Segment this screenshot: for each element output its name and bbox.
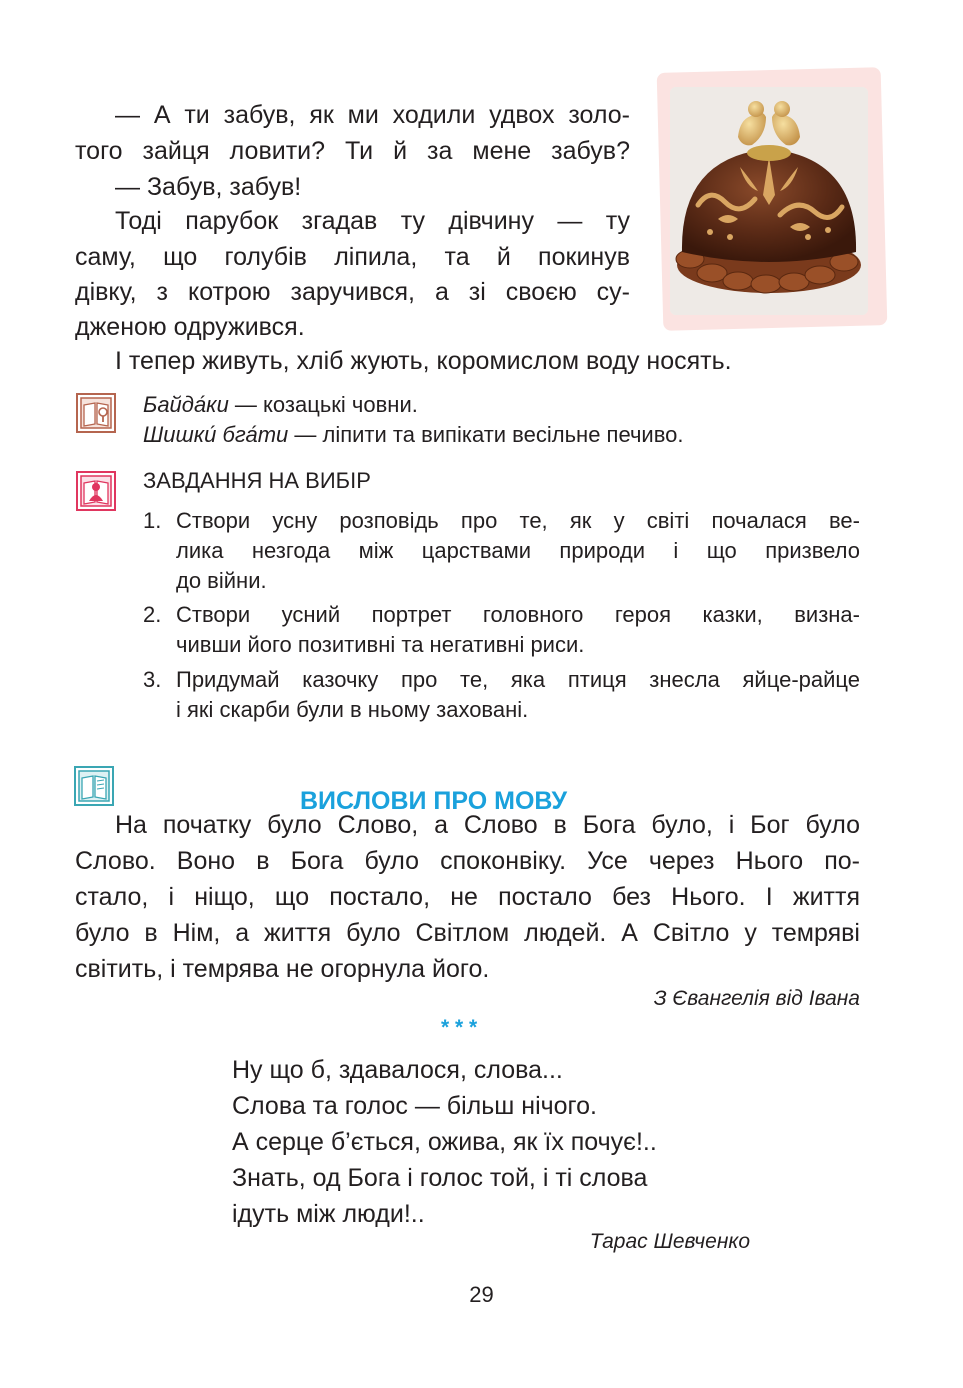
task-number: 2. xyxy=(143,602,162,627)
glossary-item xyxy=(143,390,418,420)
story-line: того зайця ловити? Ти й за мене забув? xyxy=(75,137,630,165)
saying-line: Слово. Воно в Бога було споконвіку. Усе через Нього по- xyxy=(75,847,860,875)
task-line: Створи усну розповідь про те, як у світі почалася ве- xyxy=(176,508,860,533)
story-line: І тепер живуть, хліб жують, коромислом воду носять. xyxy=(115,347,732,375)
story-line: — А ти забув, як ми ходили удвох золо- xyxy=(115,101,630,129)
book-magnifier-icon xyxy=(76,393,116,433)
task-line: Створи усний портрет головного героя казки, визна- xyxy=(176,602,860,627)
separator: * * * xyxy=(441,1016,478,1039)
korovai-photo xyxy=(670,87,868,315)
task-line: до війни. xyxy=(176,568,267,593)
story-line: дженою одружився. xyxy=(75,313,305,341)
saying-line: світить, і темрява не огорнула його. xyxy=(75,955,490,983)
poem-line: А серце б’ється, ожива, як їх почує!.. xyxy=(232,1128,657,1156)
task-text xyxy=(176,665,860,725)
open-book-icon xyxy=(74,766,114,806)
student-at-desk-icon xyxy=(76,471,116,511)
section-title: ВИСЛОВИ ПРО МОВУ xyxy=(300,787,568,815)
story-line: Тоді парубок згадав ту дівчину — ту xyxy=(115,207,630,235)
glossary-term: Байда́ки xyxy=(143,392,229,417)
tasks-heading: ЗАВДАННЯ НА ВИБІР xyxy=(143,468,371,493)
glossary-definition: — ліпити та випікати весільне печиво. xyxy=(288,422,684,447)
quote-source: З Євангелія від Івана xyxy=(653,987,860,1010)
saying-line: стало, і ніщо, що постало, не постало без Нього. І життя xyxy=(75,883,860,911)
story-line: саму, що голубів ліпила, та й покинув xyxy=(75,243,630,271)
poem-line: Знать, од Бога і голос той, і ті слова xyxy=(232,1164,648,1192)
saying-line: На початку було Слово, а Слово в Бога було, і Бог було xyxy=(115,811,860,839)
task-text xyxy=(176,600,860,660)
poem xyxy=(232,1052,657,1232)
poem-line: ідуть між люди!.. xyxy=(232,1200,425,1228)
task-line: лика незгода між царствами природи і що призвело xyxy=(176,538,860,563)
story-line: дівку, з котрою заручився, а зі своєю су- xyxy=(75,278,630,306)
task-line: і які скарби були в ньому заховані. xyxy=(176,697,529,722)
poem-author: Тарас Шевченко xyxy=(589,1230,750,1253)
page-number: 29 xyxy=(469,1282,494,1307)
task-number: 3. xyxy=(143,667,162,692)
glossary-term: Шишки́ бга́ти xyxy=(143,422,289,447)
glossary-item xyxy=(143,420,684,450)
task-line: чивши його позитивні та негативні риси. xyxy=(176,632,585,657)
saying-line: було в Нім, а життя було Світлом людей. А Світло у темряві xyxy=(75,919,860,947)
task-text xyxy=(176,506,860,596)
poem-line: Слова та голос — більш нічого. xyxy=(232,1092,597,1120)
task-number: 1. xyxy=(143,508,162,533)
story-line: — Забув, забув! xyxy=(115,173,302,201)
glossary-definition: — козацькі човни. xyxy=(228,392,418,417)
poem-line: Ну що б, здавалося, слова... xyxy=(232,1056,563,1084)
task-line: Придумай казочку про те, яка птиця знесла яйце-райце xyxy=(176,667,860,692)
